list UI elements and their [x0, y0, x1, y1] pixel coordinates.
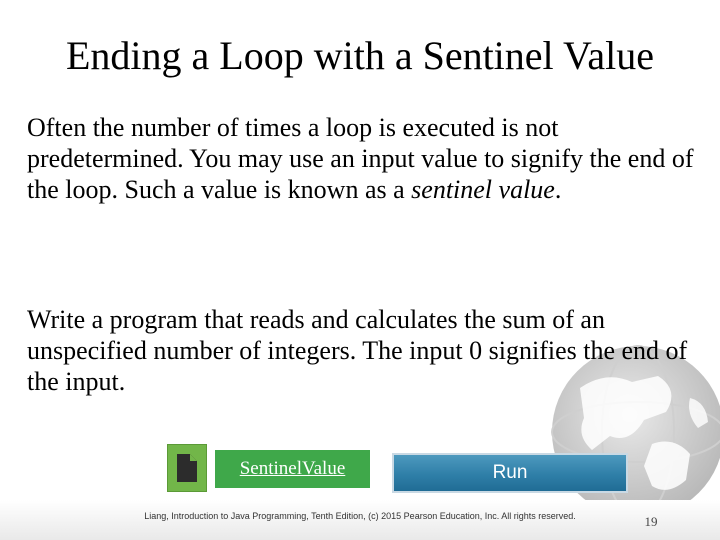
document-icon[interactable] [168, 445, 206, 491]
slide-title: Ending a Loop with a Sentinel Value [65, 33, 655, 78]
task-text: Write a program that reads and calculates the sum of an unspecified number of integers. The input 0 signifies the end of the input. [27, 305, 688, 396]
footer-citation: Liang, Introduction to Java Programming, Tenth Edition, (c) 2015 Pearson Education, Inc. All rights reserved. [144, 511, 576, 521]
page-number: 19 [644, 514, 658, 529]
intro-text: Often the number of times a loop is executed is not predetermined. You may use an input value to signify the end of the loop. Such a value is known as a [27, 113, 694, 204]
sentinel-term: sentinel value [411, 175, 555, 204]
run-button[interactable]: Run [392, 453, 628, 493]
document-glyph [177, 454, 197, 482]
intro-period: . [554, 175, 562, 204]
sentinel-value-link[interactable]: SentinelValue [215, 450, 370, 488]
intro-paragraph [27, 112, 707, 205]
task-paragraph [27, 304, 707, 397]
